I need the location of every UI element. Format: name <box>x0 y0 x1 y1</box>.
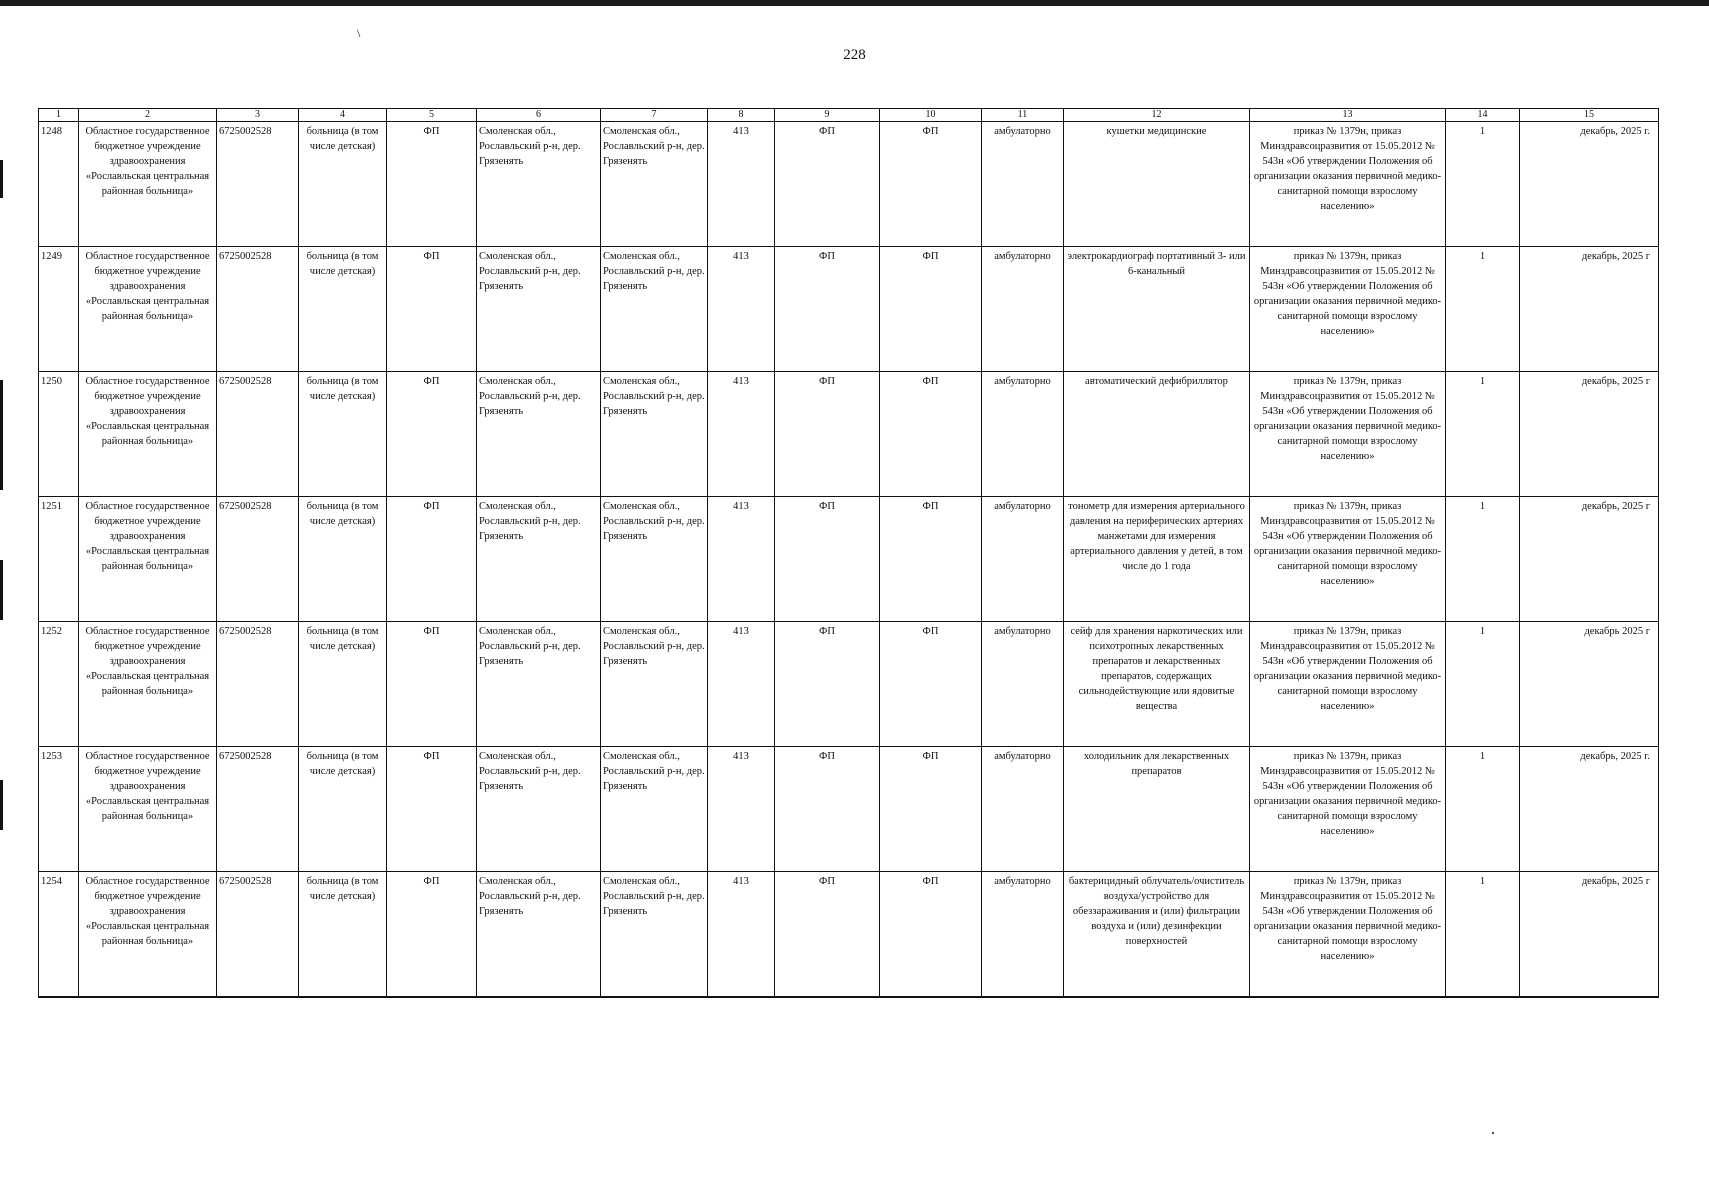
column-number: 5 <box>387 109 477 122</box>
address: Смоленская обл., Рославльский р-н, дер. Грязенять <box>477 872 601 998</box>
row-number: 1249 <box>39 247 79 372</box>
column-number: 14 <box>1446 109 1520 122</box>
due-date: декабрь, 2025 г. <box>1520 747 1659 872</box>
care-mode: амбулаторно <box>982 247 1064 372</box>
inn: 6725002528 <box>217 372 299 497</box>
organization-name: Областное государственное бюджетное учреждение здравоохранения «Рославльская центральная районная больница» <box>79 872 217 998</box>
address: Смоленская обл., Рославльский р-н, дер. Грязенять <box>477 122 601 247</box>
column-number: 4 <box>299 109 387 122</box>
equipment-name: бактерицидный облучатель/очиститель воздуха/устройство для обеззараживания и (или) фильтрации воздуха и (или) дезинфекции поверхностей <box>1064 872 1250 998</box>
legal-basis: приказ № 1379н, приказ Минздравсоцразвития от 15.05.2012 № 543н «Об утверждении Положения об организации оказания первичной медико-санитарной помощи взрослому населению» <box>1250 497 1446 622</box>
quantity: 1 <box>1446 747 1520 872</box>
facility-type: больница (в том числе детская) <box>299 497 387 622</box>
facility-type: больница (в том числе детская) <box>299 372 387 497</box>
subdivision: ФП <box>387 122 477 247</box>
column-number: 2 <box>79 109 217 122</box>
due-date: декабрь, 2025 г <box>1520 247 1659 372</box>
facility-type: больница (в том числе детская) <box>299 247 387 372</box>
scan-mark: \ <box>357 26 361 40</box>
care-mode: амбулаторно <box>982 122 1064 247</box>
page-number: 228 <box>843 47 866 63</box>
subdivision: ФП <box>880 247 982 372</box>
due-date: декабрь, 2025 г <box>1520 497 1659 622</box>
organization-name: Областное государственное бюджетное учреждение здравоохранения «Рославльская центральная районная больница» <box>79 622 217 747</box>
legal-basis: приказ № 1379н, приказ Минздравсоцразвития от 15.05.2012 № 543н «Об утверждении Положения об организации оказания первичной медико-санитарной помощи взрослому населению» <box>1250 747 1446 872</box>
subdivision: ФП <box>880 372 982 497</box>
facility-type: больница (в том числе детская) <box>299 872 387 998</box>
quantity: 1 <box>1446 497 1520 622</box>
legal-basis: приказ № 1379н, приказ Минздравсоцразвития от 15.05.2012 № 543н «Об утверждении Положения об организации оказания первичной медико-санитарной помощи взрослому населению» <box>1250 247 1446 372</box>
table-row <box>39 122 1659 247</box>
column-number: 10 <box>880 109 982 122</box>
organization-name: Областное государственное бюджетное учреждение здравоохранения «Рославльская центральная районная больница» <box>79 747 217 872</box>
address: Смоленская обл., Рославльский р-н, дер. Грязенять <box>601 372 708 497</box>
quantity: 1 <box>1446 122 1520 247</box>
column-number: 15 <box>1520 109 1659 122</box>
subdivision: ФП <box>880 497 982 622</box>
care-mode: амбулаторно <box>982 622 1064 747</box>
subdivision: ФП <box>880 122 982 247</box>
equipment-name: электрокардиограф портативный 3- или 6-канальный <box>1064 247 1250 372</box>
legal-basis: приказ № 1379н, приказ Минздравсоцразвития от 15.05.2012 № 543н «Об утверждении Положения об организации оказания первичной медико-санитарной помощи взрослому населению» <box>1250 122 1446 247</box>
scan-left-edge <box>0 160 3 198</box>
address: Смоленская обл., Рославльский р-н, дер. Грязенять <box>601 747 708 872</box>
table-row <box>39 747 1659 872</box>
column-number: 7 <box>601 109 708 122</box>
row-number: 1251 <box>39 497 79 622</box>
inn: 6725002528 <box>217 122 299 247</box>
address: Смоленская обл., Рославльский р-н, дер. Грязенять <box>601 122 708 247</box>
subdivision: ФП <box>387 372 477 497</box>
row-number: 1250 <box>39 372 79 497</box>
organization-name: Областное государственное бюджетное учреждение здравоохранения «Рославльская центральная районная больница» <box>79 497 217 622</box>
row-number: 1253 <box>39 747 79 872</box>
facility-type: больница (в том числе детская) <box>299 122 387 247</box>
column-number: 6 <box>477 109 601 122</box>
code: 413 <box>708 247 775 372</box>
inn: 6725002528 <box>217 747 299 872</box>
row-number: 1248 <box>39 122 79 247</box>
table-row <box>39 247 1659 372</box>
due-date: декабрь, 2025 г. <box>1520 122 1659 247</box>
subdivision: ФП <box>880 747 982 872</box>
facility-type: больница (в том числе детская) <box>299 747 387 872</box>
register-table <box>38 108 1659 998</box>
code: 413 <box>708 497 775 622</box>
equipment-name: автоматический дефибриллятор <box>1064 372 1250 497</box>
facility-type: больница (в том числе детская) <box>299 622 387 747</box>
subdivision: ФП <box>775 247 880 372</box>
equipment-name: кушетки медицинские <box>1064 122 1250 247</box>
address: Смоленская обл., Рославльский р-н, дер. Грязенять <box>477 372 601 497</box>
column-number: 13 <box>1250 109 1446 122</box>
row-number: 1254 <box>39 872 79 998</box>
inn: 6725002528 <box>217 497 299 622</box>
column-number: 3 <box>217 109 299 122</box>
inn: 6725002528 <box>217 247 299 372</box>
quantity: 1 <box>1446 872 1520 998</box>
scan-left-edge <box>0 560 3 620</box>
address: Смоленская обл., Рославльский р-н, дер. Грязенять <box>601 872 708 998</box>
equipment-name: тонометр для измерения артериального давления на периферических артериях манжетами для измерения артериального давления у детей, в том числе до 1 года <box>1064 497 1250 622</box>
subdivision: ФП <box>387 622 477 747</box>
subdivision: ФП <box>775 872 880 998</box>
table-row <box>39 497 1659 622</box>
scan-left-edge <box>0 780 3 830</box>
code: 413 <box>708 872 775 998</box>
subdivision: ФП <box>387 872 477 998</box>
scan-top-edge <box>0 0 1709 6</box>
legal-basis: приказ № 1379н, приказ Минздравсоцразвития от 15.05.2012 № 543н «Об утверждении Положения об организации оказания первичной медико-санитарной помощи взрослому населению» <box>1250 872 1446 998</box>
subdivision: ФП <box>387 247 477 372</box>
equipment-name: холодильник для лекарственных препаратов <box>1064 747 1250 872</box>
table-row <box>39 372 1659 497</box>
code: 413 <box>708 622 775 747</box>
inn: 6725002528 <box>217 622 299 747</box>
equipment-name: сейф для хранения наркотических или психотропных лекарственных препаратов и лекарственных препаратов, содержащих сильнодействующие или ядовитые вещества <box>1064 622 1250 747</box>
address: Смоленская обл., Рославльский р-н, дер. Грязенять <box>601 247 708 372</box>
row-number: 1252 <box>39 622 79 747</box>
table-row <box>39 872 1659 998</box>
code: 413 <box>708 747 775 872</box>
due-date: декабрь 2025 г <box>1520 622 1659 747</box>
subdivision: ФП <box>775 622 880 747</box>
column-number-row <box>39 109 1659 122</box>
care-mode: амбулаторно <box>982 872 1064 998</box>
subdivision: ФП <box>775 122 880 247</box>
column-number: 8 <box>708 109 775 122</box>
inn: 6725002528 <box>217 872 299 998</box>
address: Смоленская обл., Рославльский р-н, дер. Грязенять <box>477 497 601 622</box>
quantity: 1 <box>1446 247 1520 372</box>
organization-name: Областное государственное бюджетное учреждение здравоохранения «Рославльская центральная районная больница» <box>79 372 217 497</box>
subdivision: ФП <box>775 372 880 497</box>
address: Смоленская обл., Рославльский р-н, дер. Грязенять <box>477 747 601 872</box>
care-mode: амбулаторно <box>982 747 1064 872</box>
due-date: декабрь, 2025 г <box>1520 872 1659 998</box>
address: Смоленская обл., Рославльский р-н, дер. Грязенять <box>601 497 708 622</box>
due-date: декабрь, 2025 г <box>1520 372 1659 497</box>
legal-basis: приказ № 1379н, приказ Минздравсоцразвития от 15.05.2012 № 543н «Об утверждении Положения об организации оказания первичной медико-санитарной помощи взрослому населению» <box>1250 372 1446 497</box>
organization-name: Областное государственное бюджетное учреждение здравоохранения «Рославльская центральная районная больница» <box>79 247 217 372</box>
subdivision: ФП <box>775 747 880 872</box>
address: Смоленская обл., Рославльский р-н, дер. Грязенять <box>601 622 708 747</box>
subdivision: ФП <box>880 872 982 998</box>
scan-speck <box>1492 1132 1494 1134</box>
address: Смоленская обл., Рославльский р-н, дер. Грязенять <box>477 622 601 747</box>
subdivision: ФП <box>387 747 477 872</box>
column-number: 12 <box>1064 109 1250 122</box>
address: Смоленская обл., Рославльский р-н, дер. Грязенять <box>477 247 601 372</box>
care-mode: амбулаторно <box>982 372 1064 497</box>
care-mode: амбулаторно <box>982 497 1064 622</box>
scan-left-edge <box>0 380 3 490</box>
table-row <box>39 622 1659 747</box>
subdivision: ФП <box>387 497 477 622</box>
column-number: 9 <box>775 109 880 122</box>
quantity: 1 <box>1446 622 1520 747</box>
organization-name: Областное государственное бюджетное учреждение здравоохранения «Рославльская центральная районная больница» <box>79 122 217 247</box>
legal-basis: приказ № 1379н, приказ Минздравсоцразвития от 15.05.2012 № 543н «Об утверждении Положения об организации оказания первичной медико-санитарной помощи взрослому населению» <box>1250 622 1446 747</box>
code: 413 <box>708 372 775 497</box>
column-number: 1 <box>39 109 79 122</box>
column-number: 11 <box>982 109 1064 122</box>
code: 413 <box>708 122 775 247</box>
subdivision: ФП <box>775 497 880 622</box>
subdivision: ФП <box>880 622 982 747</box>
quantity: 1 <box>1446 372 1520 497</box>
